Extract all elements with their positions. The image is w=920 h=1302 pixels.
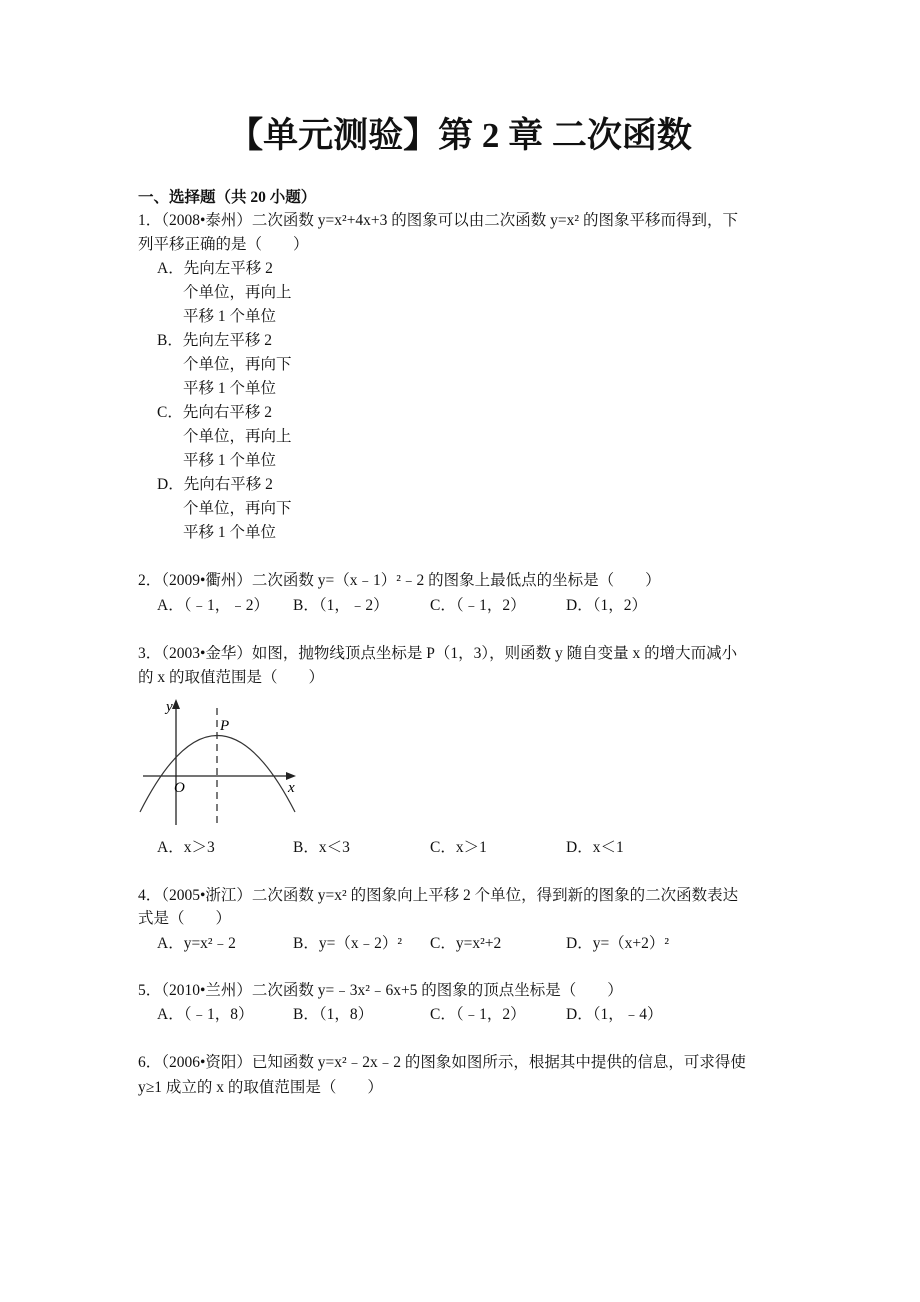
option-a: 个单位，再向上 — [183, 284, 292, 301]
question-4-text: 式是（ ） — [138, 910, 232, 927]
section-heading: 一、选择题（共 20 小题） — [138, 189, 317, 206]
question-3-text: 的 x 的取值范围是（ ） — [138, 669, 325, 686]
option-a: A．（﹣1，8） — [157, 1006, 254, 1023]
option-c: 个单位，再向上 — [183, 428, 292, 445]
option-d: D．先向右平移 2 — [157, 476, 273, 493]
option-d: 平移 1 个单位 — [183, 524, 277, 541]
question-5-text: 5．（2010•兰州）二次函数 y=﹣3x²﹣6x+5 的图象的顶点坐标是（ ） — [138, 982, 623, 999]
option-c: C．y=x²+2 — [430, 935, 502, 952]
question-1-text: 列平移正确的是（ ） — [138, 236, 309, 253]
option-b: B．x＜3 — [293, 839, 350, 856]
option-d: D．（1，﹣4） — [566, 1006, 663, 1023]
vertex-label: P — [220, 718, 230, 734]
x-axis-label: x — [288, 780, 295, 796]
option-c: C．（﹣1，2） — [430, 597, 526, 614]
option-c: C．（﹣1，2） — [430, 1006, 526, 1023]
option-a: A．x＞3 — [157, 839, 215, 856]
y-axis-arrow-icon — [172, 699, 180, 709]
option-d: D．x＜1 — [566, 839, 624, 856]
origin-label: O — [174, 780, 185, 796]
option-b: 平移 1 个单位 — [183, 380, 277, 397]
option-a: A．（﹣1，﹣2） — [157, 597, 269, 614]
option-b: 个单位，再向下 — [183, 356, 292, 373]
option-a: A．y=x²﹣2 — [157, 935, 236, 952]
question-6-text: y≥1 成立的 x 的取值范围是（ ） — [138, 1079, 383, 1096]
option-a: A．先向左平移 2 — [157, 260, 273, 277]
option-d: 个单位，再向下 — [183, 500, 292, 517]
y-axis-label: y — [166, 699, 173, 715]
option-a: 平移 1 个单位 — [183, 308, 277, 325]
question-6-text: 6．（2006•资阳）已知函数 y=x²﹣2x﹣2 的图象如图所示，根据其中提供的信息，可求得使 — [138, 1054, 746, 1071]
option-b: B．先向左平移 2 — [157, 332, 272, 349]
question-2-text: 2．（2009•衢州）二次函数 y=（x﹣1）²﹣2 的图象上最低点的坐标是（ ） — [138, 572, 661, 589]
question-4-text: 4．（2005•浙江）二次函数 y=x² 的图象向上平移 2 个单位，得到新的图象的二次函数表达 — [138, 887, 739, 904]
x-axis-arrow-icon — [286, 772, 296, 780]
option-c: 平移 1 个单位 — [183, 452, 277, 469]
option-b: B．y=（x﹣2）² — [293, 935, 402, 952]
option-d: D．（1，2） — [566, 597, 647, 614]
option-c: C．x＞1 — [430, 839, 487, 856]
option-b: B．（1，﹣2） — [293, 597, 389, 614]
question-3-text: 3．（2003•金华）如图，抛物线顶点坐标是 P（1，3），则函数 y 随自变量 x 的增大而减小 — [138, 645, 738, 662]
question-1-text: 1．（2008•泰州）二次函数 y=x²+4x+3 的图象可以由二次函数 y=x² 的图象平移而得到，下 — [138, 212, 738, 229]
option-b: B．（1，8） — [293, 1006, 374, 1023]
option-d: D．y=（x+2）² — [566, 935, 670, 952]
page-title: 【单元测验】第 2 章 二次函数 — [228, 116, 692, 155]
option-c: C．先向右平移 2 — [157, 404, 272, 421]
